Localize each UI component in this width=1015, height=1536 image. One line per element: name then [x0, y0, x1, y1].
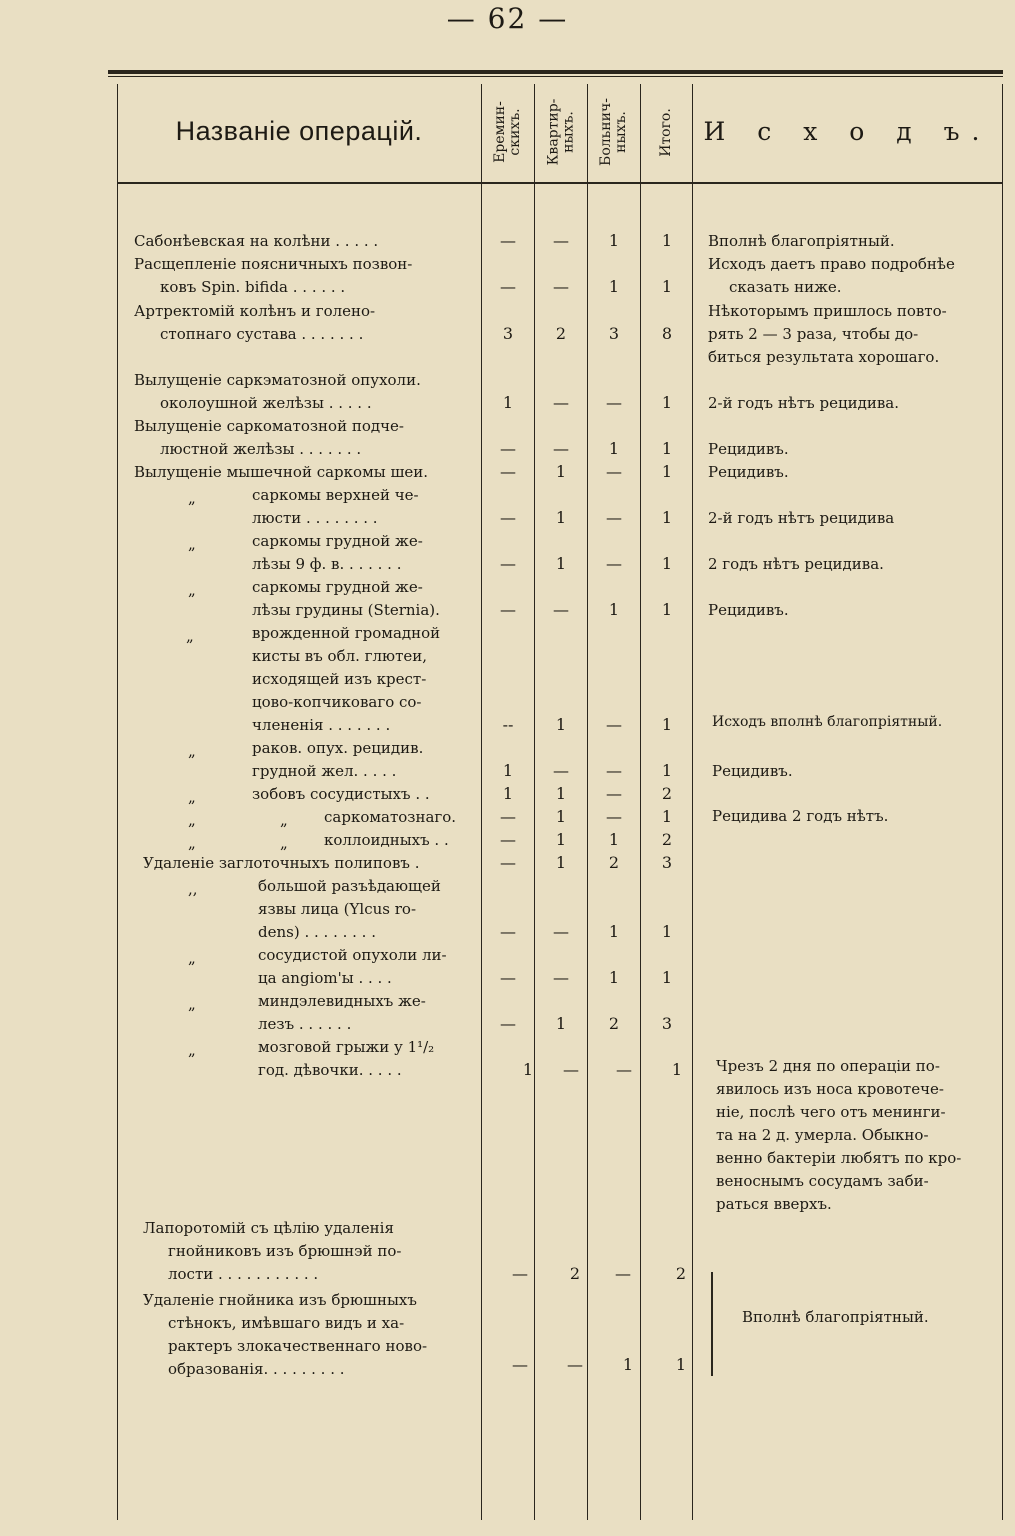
- op-line: Вылущеніе саркоматозной подче-: [134, 417, 404, 435]
- table-column-divider: [481, 84, 482, 1520]
- cell-eremin: —: [500, 600, 516, 619]
- outcome-line: явилось изъ носа кровотече-: [716, 1080, 944, 1098]
- cell-total: 8: [661, 324, 673, 343]
- cell-bolnich: 1: [608, 277, 620, 296]
- outcome-line: 2 годъ нѣтъ рецидива.: [708, 555, 884, 573]
- cell-eremin: 3: [502, 324, 514, 343]
- outcome-bracket: [711, 1272, 713, 1376]
- op-line: сосудистой опухоли ли-: [258, 946, 447, 964]
- cell-kvartir: 1: [555, 715, 567, 734]
- header-outcome: И с х о д ъ.: [703, 116, 992, 146]
- op-line: Лапоротомій съ цѣлію удаленія: [143, 1219, 394, 1237]
- cell-eremin: —: [512, 1355, 528, 1374]
- cell-total: 1: [675, 1355, 687, 1374]
- cell-total: 2: [661, 784, 673, 803]
- cell-bolnich: —: [606, 554, 622, 573]
- cell-bolnich: 1: [608, 968, 620, 987]
- header-col-bolnich-label: Больнич- ныхъ.: [598, 98, 630, 166]
- cell-eremin: —: [500, 1014, 516, 1033]
- cell-total: 1: [661, 231, 673, 250]
- header-col-total-label: Итого.: [657, 107, 674, 157]
- table-top-rule: [108, 70, 1003, 74]
- ditto-mark: „: [188, 581, 196, 599]
- table-top-rule-thin: [108, 76, 1003, 77]
- cell-kvartir: 2: [569, 1264, 581, 1283]
- cell-kvartir: 1: [555, 807, 567, 826]
- cell-total: 1: [661, 554, 673, 573]
- op-line: околоушной желѣзы . . . . .: [160, 394, 372, 412]
- op-line: врожденной громадной: [252, 624, 441, 642]
- table-column-divider: [640, 84, 641, 1520]
- cell-total: 1: [661, 807, 673, 826]
- cell-kvartir: —: [553, 231, 569, 250]
- cell-eremin: —: [500, 830, 516, 849]
- cell-bolnich: —: [615, 1264, 631, 1283]
- ditto-mark: „: [186, 627, 194, 645]
- op-line: мозговой грыжи у 1¹/₂: [258, 1038, 435, 1056]
- cell-eremin: —: [500, 853, 516, 872]
- table-column-divider: [692, 84, 693, 1520]
- outcome-line: веноснымъ сосудамъ заби-: [716, 1172, 929, 1190]
- outcome-line: 2-й годъ нѣтъ рецидива.: [708, 394, 899, 412]
- header-col-total: [641, 84, 692, 180]
- op-line: исходящей изъ крест-: [252, 670, 427, 688]
- cell-eremin: —: [500, 439, 516, 458]
- op-line: саркомы верхней че-: [252, 486, 419, 504]
- header-operation-name: Названіе операцій.: [175, 115, 423, 146]
- ditto-mark: „: [188, 788, 196, 806]
- ditto-mark: „: [188, 742, 196, 760]
- cell-kvartir: 2: [555, 324, 567, 343]
- cell-kvartir: —: [553, 761, 569, 780]
- header-col-eremin-label: Еремин- скихъ.: [492, 101, 523, 163]
- op-line: люсти . . . . . . . .: [252, 509, 378, 527]
- cell-eremin: 1: [502, 761, 514, 780]
- cell-total: 1: [671, 1060, 683, 1079]
- ditto-mark: „: [188, 811, 196, 829]
- cell-kvartir: —: [553, 277, 569, 296]
- cell-total: 1: [661, 715, 673, 734]
- op-line: раков. опух. рецидив.: [252, 739, 424, 757]
- outcome-line: Рецидивъ.: [708, 463, 789, 481]
- cell-total: 3: [661, 1014, 673, 1033]
- outcome-line: венно бактеріи любятъ по кро-: [716, 1149, 962, 1167]
- op-line: члененія . . . . . . .: [252, 716, 391, 734]
- outcome-line: биться результата хорошаго.: [708, 348, 940, 366]
- op-line: рактеръ злокачественнаго ново-: [168, 1337, 428, 1355]
- op-line: кисты въ обл. глютеи,: [252, 647, 428, 665]
- header-col-bolnich: [588, 84, 640, 180]
- cell-eremin: 1: [522, 1060, 534, 1079]
- ditto-mark: „: [280, 834, 288, 852]
- outcome-line: Исходъ даетъ право подробнѣе: [708, 255, 955, 273]
- ditto-mark: „: [188, 1041, 196, 1059]
- table-column-divider: [534, 84, 535, 1520]
- op-line: грудной жел. . . . .: [252, 762, 397, 780]
- cell-kvartir: 1: [555, 853, 567, 872]
- outcome-line: Нѣкоторымъ пришлось повто-: [708, 302, 947, 320]
- cell-total: 1: [661, 600, 673, 619]
- outcome-line: раться вверхъ.: [716, 1195, 832, 1213]
- op-line: гнойниковъ изъ брюшнэй по-: [168, 1242, 402, 1260]
- op-line: стопнаго сустава . . . . . . .: [160, 325, 364, 343]
- op-line: Удаленіе заглоточныхъ полиповъ .: [143, 854, 420, 872]
- op-line: лости . . . . . . . . . . .: [168, 1265, 319, 1283]
- outcome-line: Рецидивъ.: [712, 762, 793, 780]
- cell-bolnich: 1: [608, 439, 620, 458]
- op-line: Удаленіе гнойника изъ брюшныхъ: [143, 1291, 417, 1309]
- cell-bolnich: 1: [608, 922, 620, 941]
- cell-kvartir: —: [563, 1060, 579, 1079]
- op-line: лѣзы 9 ф. в. . . . . . .: [252, 555, 402, 573]
- cell-eremin: —: [500, 508, 516, 527]
- cell-bolnich: 3: [608, 324, 620, 343]
- cell-eremin: --: [502, 715, 514, 734]
- op-line: Вылущеніе саркэматозной опухоли.: [134, 371, 421, 389]
- cell-eremin: —: [500, 968, 516, 987]
- cell-total: 2: [661, 830, 673, 849]
- outcome-line: рять 2 — 3 раза, чтобы до-: [708, 325, 919, 343]
- op-line: люстной желѣзы . . . . . . .: [160, 440, 362, 458]
- cell-bolnich: —: [606, 715, 622, 734]
- op-line: коллоидныхъ . .: [324, 831, 449, 849]
- outcome-line: Рецидивъ.: [708, 440, 789, 458]
- outcome-line: 2-й годъ нѣтъ рецидива: [708, 509, 895, 527]
- cell-bolnich: 1: [622, 1355, 634, 1374]
- header-col-kvartir-label: Квартир- ныхъ.: [545, 98, 577, 166]
- ditto-mark: ,,: [188, 880, 198, 898]
- cell-eremin: —: [500, 231, 516, 250]
- outcome-line: Вполнѣ благопріятный.: [708, 232, 895, 250]
- op-line: язвы лица (Ylcus ro-: [258, 900, 417, 918]
- header-bottom-rule: [117, 182, 1003, 184]
- cell-eremin: 1: [502, 393, 514, 412]
- ditto-mark: „: [188, 489, 196, 507]
- op-line: лѣзы грудины (Sternia).: [252, 601, 440, 619]
- cell-kvartir: 1: [555, 784, 567, 803]
- table-right-border: [1002, 84, 1003, 1520]
- cell-total: 1: [661, 393, 673, 412]
- cell-kvartir: —: [553, 600, 569, 619]
- op-line: саркоматознаго.: [324, 808, 457, 826]
- op-line: ковъ Spin. bifida . . . . . .: [160, 278, 346, 296]
- cell-total: 1: [661, 439, 673, 458]
- cell-total: 2: [675, 1264, 687, 1283]
- op-line: стѣнокъ, имѣвшаго видъ и ха-: [168, 1314, 405, 1332]
- ditto-mark: „: [280, 811, 288, 829]
- cell-total: 1: [661, 922, 673, 941]
- cell-bolnich: —: [606, 807, 622, 826]
- cell-eremin: —: [500, 807, 516, 826]
- table-column-divider: [587, 84, 588, 1520]
- outcome-line: Чрезъ 2 дня по операціи по-: [716, 1057, 940, 1075]
- header-col-eremin: [482, 84, 534, 180]
- op-line: большой разъѣдающей: [258, 877, 441, 895]
- cell-total: 1: [661, 761, 673, 780]
- cell-total: 1: [661, 968, 673, 987]
- cell-kvartir: —: [553, 439, 569, 458]
- header-col-kvartir: [535, 84, 587, 180]
- outcome-line: Исходъ вполнѣ благопріятный.: [712, 714, 943, 730]
- outcome-line: Вполнѣ благопріятный.: [742, 1308, 929, 1326]
- cell-bolnich: —: [616, 1060, 632, 1079]
- cell-kvartir: —: [553, 968, 569, 987]
- ditto-mark: „: [188, 949, 196, 967]
- op-line: зобовъ сосудистыхъ . .: [252, 785, 430, 803]
- cell-bolnich: 2: [608, 853, 620, 872]
- cell-kvartir: —: [553, 922, 569, 941]
- outcome-line: Рецидива 2 годъ нѣтъ.: [712, 807, 889, 825]
- op-line: год. дѣвочки. . . . .: [258, 1061, 402, 1079]
- cell-total: 1: [661, 508, 673, 527]
- cell-bolnich: 1: [608, 600, 620, 619]
- op-line: саркомы грудной же-: [252, 578, 423, 596]
- cell-kvartir: 1: [555, 462, 567, 481]
- cell-kvartir: 1: [555, 830, 567, 849]
- cell-total: 1: [661, 462, 673, 481]
- outcome-line: ніе, послѣ чего отъ менинги-: [716, 1103, 946, 1121]
- op-line: саркомы грудной же-: [252, 532, 423, 550]
- op-line: цово-копчиковаго со-: [252, 693, 422, 711]
- cell-bolnich: —: [606, 761, 622, 780]
- cell-eremin: —: [512, 1264, 528, 1283]
- cell-kvartir: —: [553, 393, 569, 412]
- cell-bolnich: 1: [608, 231, 620, 250]
- ditto-mark: „: [188, 995, 196, 1013]
- cell-kvartir: 1: [555, 508, 567, 527]
- cell-total: 1: [661, 277, 673, 296]
- outcome-line: та на 2 д. умерла. Обыкно-: [716, 1126, 929, 1144]
- cell-bolnich: 2: [608, 1014, 620, 1033]
- page-number: — 62 —: [446, 2, 569, 35]
- cell-bolnich: —: [606, 784, 622, 803]
- op-line: ца angiom'ы . . . .: [258, 969, 392, 987]
- outcome-line: сказать ниже.: [729, 278, 842, 296]
- op-line: dens) . . . . . . . .: [258, 923, 376, 941]
- cell-bolnich: 1: [608, 830, 620, 849]
- op-line: Сабонѣевская на колѣни . . . . .: [134, 232, 379, 250]
- cell-bolnich: —: [606, 393, 622, 412]
- op-line: Расщепленіе поясничныхъ позвон-: [134, 255, 413, 273]
- cell-kvartir: —: [567, 1355, 583, 1374]
- op-line: Вылущеніе мышечной саркомы шеи.: [134, 463, 429, 481]
- op-line: лезъ . . . . . .: [258, 1015, 352, 1033]
- ditto-mark: „: [188, 834, 196, 852]
- op-line: Артректомій колѣнъ и голено-: [134, 302, 376, 320]
- cell-eremin: —: [500, 922, 516, 941]
- cell-bolnich: —: [606, 508, 622, 527]
- table-left-border: [117, 84, 118, 1520]
- op-line: миндэлевидныхъ же-: [258, 992, 426, 1010]
- outcome-line: Рецидивъ.: [708, 601, 789, 619]
- cell-kvartir: 1: [555, 1014, 567, 1033]
- cell-eremin: —: [500, 554, 516, 573]
- cell-eremin: —: [500, 462, 516, 481]
- cell-kvartir: 1: [555, 554, 567, 573]
- op-line: образованія. . . . . . . . .: [168, 1360, 345, 1378]
- cell-total: 3: [661, 853, 673, 872]
- ditto-mark: „: [188, 535, 196, 553]
- cell-eremin: 1: [502, 784, 514, 803]
- cell-bolnich: —: [606, 462, 622, 481]
- cell-eremin: —: [500, 277, 516, 296]
